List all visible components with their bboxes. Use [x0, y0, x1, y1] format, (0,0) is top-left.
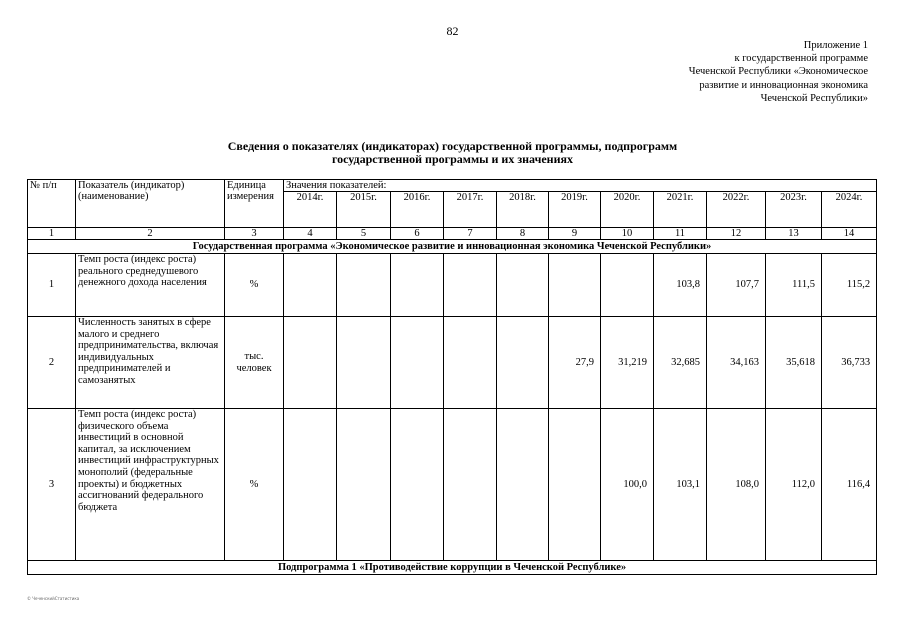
appendix-line: Приложение 1	[803, 40, 868, 51]
row-value	[391, 409, 444, 561]
row-unit: тыс. человек	[225, 317, 284, 409]
row-value	[284, 317, 337, 409]
program-heading-row	[28, 240, 877, 254]
title-line: Сведения о показателях (индикаторах) государственной программы, подпрограмм	[227, 139, 678, 153]
row-number: 2	[28, 317, 76, 409]
row-value	[497, 317, 549, 409]
header-year: 2024г.	[822, 192, 877, 228]
row-value	[391, 254, 444, 317]
row-value: 108,0	[707, 409, 766, 561]
row-value	[549, 254, 601, 317]
page-number: 82	[446, 24, 459, 38]
column-number: 8	[497, 228, 549, 240]
column-number: 5	[337, 228, 391, 240]
row-value	[549, 409, 601, 561]
column-number: 1	[28, 228, 76, 240]
row-value	[444, 409, 497, 561]
document-title	[0, 140, 905, 165]
appendix-reference	[689, 39, 868, 105]
row-value: 115,2	[822, 254, 877, 317]
row-indicator: Темп роста (индекс роста) физического объема инвестиций в основной капитал, за исключением инвестиций инфраструктурных монополий (федеральные проекты) и бюджетных ассигнований федерального бюджета	[76, 409, 225, 561]
column-number: 14	[822, 228, 877, 240]
table-row	[28, 409, 877, 561]
column-number: 3	[225, 228, 284, 240]
header-year: 2019г.	[549, 192, 601, 228]
row-value	[337, 409, 391, 561]
header-values-group: Значения показателей:	[284, 180, 877, 192]
row-value	[284, 254, 337, 317]
header-year: 2018г.	[497, 192, 549, 228]
column-number: 11	[654, 228, 707, 240]
row-value: 103,8	[654, 254, 707, 317]
header-unit: Единица измерения	[225, 180, 284, 228]
indicators-table	[27, 179, 877, 575]
subprogram-heading: Подпрограмма 1 «Противодействие коррупции в Чеченской Республике»	[28, 561, 877, 575]
row-indicator: Темп роста (индекс роста) реального среднедушевого денежного дохода населения	[76, 254, 225, 317]
column-number: 4	[284, 228, 337, 240]
table-row	[28, 317, 877, 409]
header-year: 2017г.	[444, 192, 497, 228]
row-value: 111,5	[766, 254, 822, 317]
row-number: 3	[28, 409, 76, 561]
row-value	[601, 254, 654, 317]
header-year: 2016г.	[391, 192, 444, 228]
table-row	[28, 254, 877, 317]
title-line: государственной программы и их значениях	[331, 151, 573, 166]
row-unit: %	[225, 409, 284, 561]
header-row	[28, 180, 877, 192]
footer-mark: © ЧеченскийСтатистика	[27, 596, 80, 601]
header-num: № п/п	[28, 180, 76, 228]
appendix-line: Чеченской Республики»	[760, 92, 868, 104]
row-value: 31,219	[601, 317, 654, 409]
column-number: 9	[549, 228, 601, 240]
header-indicator: Показатель (индикатор) (наименование)	[76, 180, 225, 228]
row-value: 35,618	[766, 317, 822, 409]
header-year: 2015г.	[337, 192, 391, 228]
header-year: 2022г.	[707, 192, 766, 228]
row-value: 112,0	[766, 409, 822, 561]
row-value: 103,1	[654, 409, 707, 561]
row-value: 27,9	[549, 317, 601, 409]
row-value: 116,4	[822, 409, 877, 561]
header-year: 2014г.	[284, 192, 337, 228]
row-value	[337, 317, 391, 409]
row-number: 1	[28, 254, 76, 317]
appendix-line: Чеченской Республики «Экономическое	[688, 66, 868, 78]
row-unit: %	[225, 254, 284, 317]
row-value	[337, 254, 391, 317]
program-heading: Государственная программа «Экономическое развитие и инновационная экономика Чеченской Республики»	[28, 240, 877, 254]
column-number: 10	[601, 228, 654, 240]
header-year: 2021г.	[654, 192, 707, 228]
row-value: 100,0	[601, 409, 654, 561]
row-value: 32,685	[654, 317, 707, 409]
column-number: 6	[391, 228, 444, 240]
row-value	[444, 254, 497, 317]
column-number: 7	[444, 228, 497, 240]
appendix-line: к государственной программе	[734, 53, 868, 65]
appendix-line: развитие и инновационная экономика	[699, 79, 868, 91]
row-value	[444, 317, 497, 409]
column-number-row	[28, 228, 877, 240]
column-number: 13	[766, 228, 822, 240]
header-year: 2023г.	[766, 192, 822, 228]
column-number: 2	[76, 228, 225, 240]
row-value	[391, 317, 444, 409]
row-value	[497, 254, 549, 317]
subprogram-heading-row	[28, 561, 877, 575]
row-value: 107,7	[707, 254, 766, 317]
row-value	[284, 409, 337, 561]
header-year: 2020г.	[601, 192, 654, 228]
column-number: 12	[707, 228, 766, 240]
row-value	[497, 409, 549, 561]
row-indicator: Численность занятых в сфере малого и среднего предпринимательства, включая индивидуальных предпринимателей и самозанятых	[76, 317, 225, 409]
row-value: 34,163	[707, 317, 766, 409]
row-value: 36,733	[822, 317, 877, 409]
